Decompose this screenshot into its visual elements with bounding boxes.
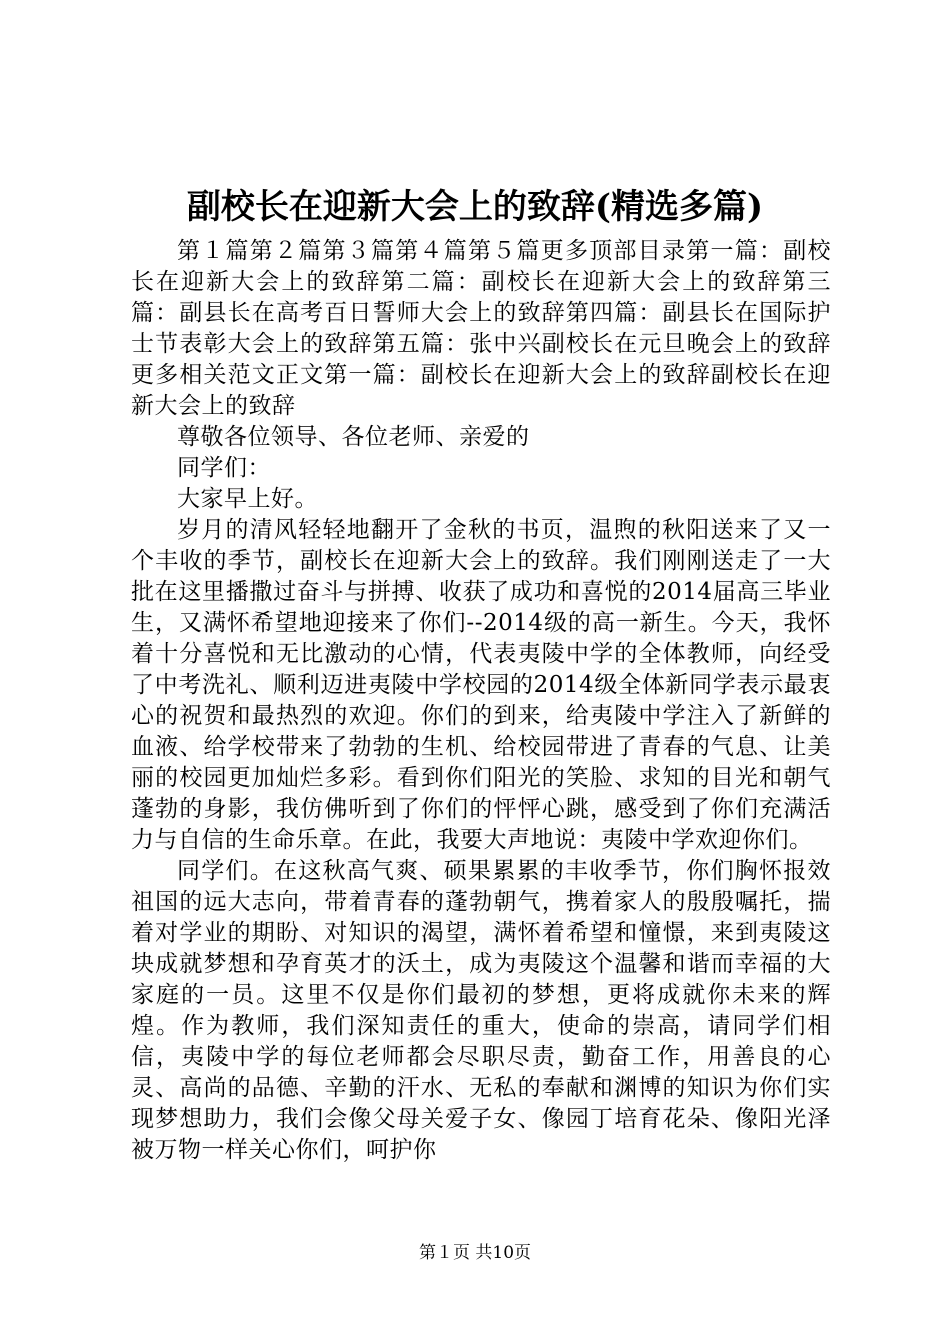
page-footer: 第１页 共10页 [418,1243,532,1263]
paragraph-salutation: 尊敬各位领导、各位老师、亲爱的 [177,424,530,450]
paragraph-classmates: 同学们。在这秋高气爽、硕果累累的丰收季节，你们胸怀报效祖国的远大志向，带着青春的蓬勃朝气，携着家人的殷殷嘱托，揣着对学业的期盼、对知识的渴望，满怀着希望和憧憬，来到夷陵这块成就梦想和孕育英才的沃土，成为夷陵这个温馨和谐而幸福的大家庭的一员。这里不仅是你们最初的梦想，更将成就你未来的辉煌。作为教师，我们深知责任的重大，使命的崇高，请同学们相信，夷陵中学的每位老师都会尽职尽责，勤奋工作，用善良的心灵、高尚的品德、辛勤的汗水、无私的奉献和渊博的知识为你们实现梦想助力，我们会像父母关爱子女、像园丁培育花朵、像阳光泽被万物一样关心你们，呵护你 [131,858,831,1163]
document-title: 副校长在迎新大会上的致辞(精选多篇) [186,187,764,227]
paragraph-toc: 第１篇第２篇第３篇第４篇第５篇更多顶部目录第一篇：副校长在迎新大会上的致辞第二篇：副校长在迎新大会上的致辞第三篇：副县长在高考百日誓师大会上的致辞第四篇：副县长在国际护士节表彰大会上的致辞第五篇：张中兴副校长在元旦晚会上的致辞更多相关范文正文第一篇：副校长在迎新大会上的致辞副校长在迎新大会上的致辞 [131,238,831,419]
paragraph-students: 同学们： [177,455,271,481]
paragraph-greeting: 大家早上好。 [177,486,318,512]
document-body [131,236,831,1166]
paragraph-welcome: 岁月的清风轻轻地翻开了金秋的书页，温煦的秋阳送来了又一个丰收的季节，副校长在迎新大会上的致辞。我们刚刚送走了一大批在这里播撒过奋斗与拼搏、收获了成功和喜悦的2014届高三毕业生，又满怀希望地迎接来了你们--2014级的高一新生。今天，我怀着十分喜悦和无比激动的心情，代表夷陵中学的全体教师，向经受了中考洗礼、顺利迈进夷陵中学校园的2014级全体新同学表示最衷心的祝贺和最热烈的欢迎。你们的到来，给夷陵中学注入了新鲜的血液、给学校带来了勃勃的生机、给校园带进了青春的气息、让美丽的校园更加灿烂多彩。看到你们阳光的笑脸、求知的目光和朝气蓬勃的身影，我仿佛听到了你们的怦怦心跳，感受到了你们充满活力与自信的生命乐章。在此，我要大声地说：夷陵中学欢迎你们。 [131,517,831,853]
